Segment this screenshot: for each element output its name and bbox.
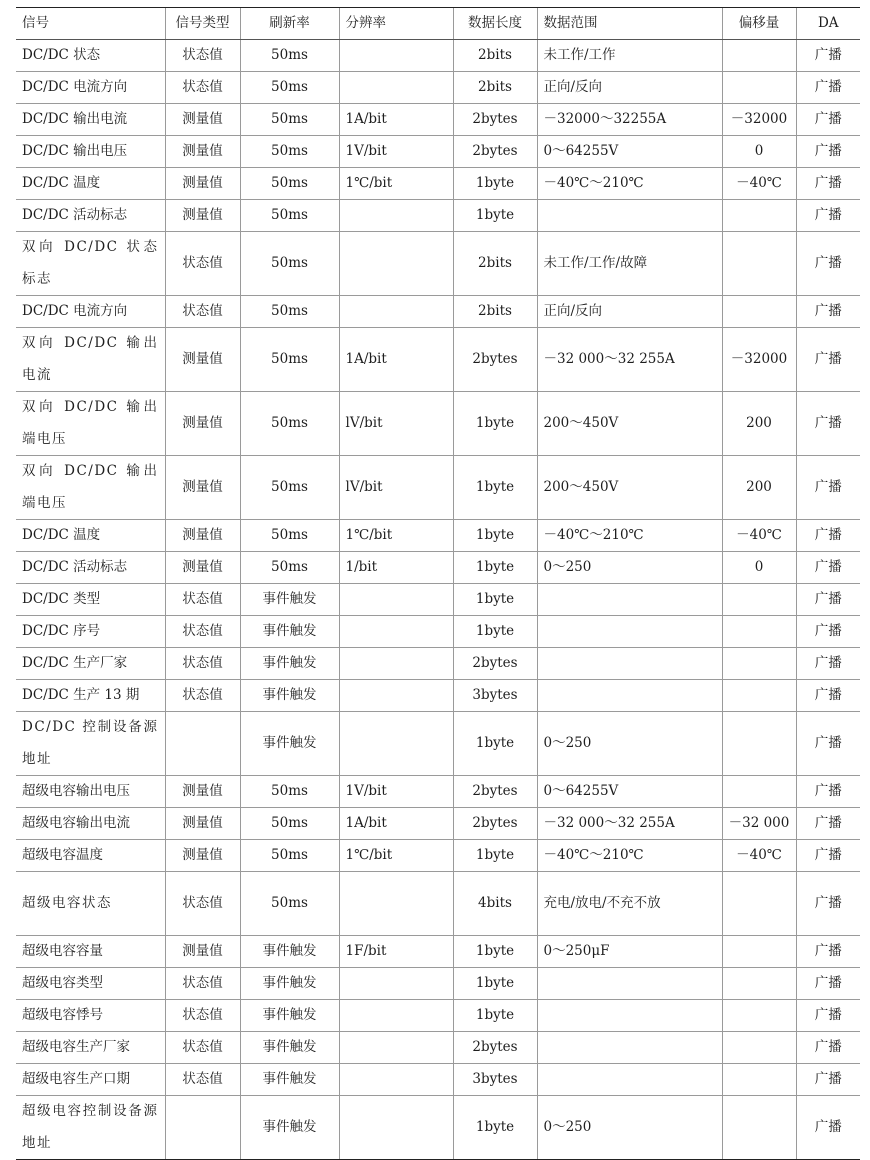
- cell-resolution: 1F/bit: [339, 936, 453, 968]
- cell-range: 200～450V: [537, 456, 722, 520]
- cell-refresh: 事件触发: [240, 648, 339, 680]
- cell-da: 广播: [796, 936, 860, 968]
- cell-range: 0～250μF: [537, 936, 722, 968]
- cell-resolution: lV/bit: [339, 392, 453, 456]
- cell-range: [537, 680, 722, 712]
- cell-offset: [722, 1064, 796, 1096]
- col-header-resolution: 分辨率: [339, 8, 453, 40]
- cell-length: 3bytes: [453, 680, 537, 712]
- cell-length: 2bytes: [453, 136, 537, 168]
- cell-type: 状态值: [165, 584, 240, 616]
- cell-type: 测量值: [165, 552, 240, 584]
- cell-resolution: 1A/bit: [339, 328, 453, 392]
- cell-resolution: [339, 872, 453, 936]
- cell-da: 广播: [796, 584, 860, 616]
- cell-resolution: [339, 40, 453, 72]
- cell-resolution: [339, 1064, 453, 1096]
- cell-range: 0～64255V: [537, 136, 722, 168]
- cell-range: －40℃～210℃: [537, 168, 722, 200]
- cell-refresh: 事件触发: [240, 616, 339, 648]
- cell-resolution: [339, 616, 453, 648]
- cell-range: [537, 968, 722, 1000]
- signal-table: [16, 7, 860, 1160]
- cell-refresh: 50ms: [240, 136, 339, 168]
- cell-signal: 超级电容生产口期: [16, 1064, 165, 1096]
- table-row: [16, 968, 860, 1000]
- cell-type: 状态值: [165, 648, 240, 680]
- cell-refresh: 50ms: [240, 552, 339, 584]
- cell-range: 未工作/工作/故障: [537, 232, 722, 296]
- cell-resolution: [339, 232, 453, 296]
- cell-refresh: 50ms: [240, 200, 339, 232]
- cell-da: 广播: [796, 328, 860, 392]
- cell-refresh: 50ms: [240, 168, 339, 200]
- cell-signal: DC/DC 类型: [16, 584, 165, 616]
- cell-offset: －40℃: [722, 520, 796, 552]
- table-row: [16, 1032, 860, 1064]
- cell-range: [537, 1000, 722, 1032]
- cell-range: 充电/放电/不充不放: [537, 872, 722, 936]
- cell-da: 广播: [796, 72, 860, 104]
- cell-resolution: 1A/bit: [339, 808, 453, 840]
- cell-resolution: [339, 712, 453, 776]
- cell-type: 测量值: [165, 520, 240, 552]
- cell-length: 1byte: [453, 456, 537, 520]
- cell-signal: DC/DC 状态: [16, 40, 165, 72]
- col-header-offset: 偏移量: [722, 8, 796, 40]
- cell-refresh: 50ms: [240, 456, 339, 520]
- cell-resolution: lV/bit: [339, 456, 453, 520]
- cell-da: 广播: [796, 840, 860, 872]
- cell-offset: [722, 296, 796, 328]
- cell-type: 状态值: [165, 968, 240, 1000]
- cell-offset: －32 000: [722, 808, 796, 840]
- cell-da: 广播: [796, 40, 860, 72]
- table-row: [16, 40, 860, 72]
- table-row: [16, 520, 860, 552]
- cell-offset: [722, 648, 796, 680]
- cell-offset: [722, 1000, 796, 1032]
- cell-range: [537, 616, 722, 648]
- cell-type: 状态值: [165, 1064, 240, 1096]
- cell-da: 广播: [796, 552, 860, 584]
- cell-range: [537, 1032, 722, 1064]
- cell-refresh: 事件触发: [240, 712, 339, 776]
- cell-length: 2bits: [453, 232, 537, 296]
- cell-range: 0～250: [537, 552, 722, 584]
- cell-type: 测量值: [165, 136, 240, 168]
- cell-da: 广播: [796, 168, 860, 200]
- cell-type: 测量值: [165, 840, 240, 872]
- cell-signal: DC/DC 电流方向: [16, 296, 165, 328]
- cell-offset: [722, 680, 796, 712]
- cell-da: 广播: [796, 616, 860, 648]
- header-row: [16, 8, 860, 40]
- cell-length: 1byte: [453, 616, 537, 648]
- cell-type: 测量值: [165, 392, 240, 456]
- cell-offset: [722, 72, 796, 104]
- cell-resolution: [339, 680, 453, 712]
- col-header-refresh: 刷新率: [240, 8, 339, 40]
- cell-type: 状态值: [165, 296, 240, 328]
- cell-offset: 0: [722, 136, 796, 168]
- cell-signal: DC/DC 输出电流: [16, 104, 165, 136]
- cell-offset: 200: [722, 392, 796, 456]
- col-header-length: 数据长度: [453, 8, 537, 40]
- table-row: [16, 584, 860, 616]
- cell-resolution: [339, 648, 453, 680]
- cell-signal: DC/DC 电流方向: [16, 72, 165, 104]
- cell-type: 状态值: [165, 872, 240, 936]
- cell-resolution: [339, 1000, 453, 1032]
- cell-resolution: 1℃/bit: [339, 168, 453, 200]
- cell-length: 1byte: [453, 200, 537, 232]
- table-row: [16, 648, 860, 680]
- cell-offset: [722, 776, 796, 808]
- cell-da: 广播: [796, 1096, 860, 1160]
- cell-da: 广播: [796, 232, 860, 296]
- table-body: [16, 40, 860, 1160]
- cell-refresh: 事件触发: [240, 968, 339, 1000]
- cell-resolution: [339, 200, 453, 232]
- cell-type: 状态值: [165, 680, 240, 712]
- cell-refresh: 50ms: [240, 392, 339, 456]
- cell-da: 广播: [796, 1064, 860, 1096]
- cell-da: 广播: [796, 808, 860, 840]
- cell-signal: 双向 DC/DC 输出端电压: [16, 392, 165, 456]
- cell-type: 状态值: [165, 72, 240, 104]
- cell-length: 2bytes: [453, 1032, 537, 1064]
- table-row: [16, 1000, 860, 1032]
- table-row: [16, 936, 860, 968]
- table-row: [16, 872, 860, 936]
- table-row: [16, 552, 860, 584]
- cell-resolution: [339, 968, 453, 1000]
- table-row: [16, 776, 860, 808]
- cell-signal: DC/DC 输出电压: [16, 136, 165, 168]
- table-row: [16, 712, 860, 776]
- cell-offset: －32000: [722, 104, 796, 136]
- cell-type: 状态值: [165, 232, 240, 296]
- cell-signal: 双向 DC/DC 输出电流: [16, 328, 165, 392]
- table-row: [16, 104, 860, 136]
- cell-length: 2bytes: [453, 648, 537, 680]
- cell-type: 状态值: [165, 1032, 240, 1064]
- cell-resolution: [339, 72, 453, 104]
- cell-refresh: 事件触发: [240, 584, 339, 616]
- cell-da: 广播: [796, 392, 860, 456]
- cell-type: 测量值: [165, 776, 240, 808]
- table-row: [16, 328, 860, 392]
- cell-signal: 超级电容悸号: [16, 1000, 165, 1032]
- cell-da: 广播: [796, 456, 860, 520]
- cell-signal: DC/DC 温度: [16, 168, 165, 200]
- cell-range: 正向/反向: [537, 72, 722, 104]
- cell-length: 3bytes: [453, 1064, 537, 1096]
- cell-signal: 超级电容温度: [16, 840, 165, 872]
- cell-type: 测量值: [165, 200, 240, 232]
- cell-range: －32000～32255A: [537, 104, 722, 136]
- cell-da: 广播: [796, 776, 860, 808]
- cell-length: 1byte: [453, 552, 537, 584]
- cell-signal: 超级电容输出电压: [16, 776, 165, 808]
- cell-da: 广播: [796, 680, 860, 712]
- cell-length: 2bits: [453, 296, 537, 328]
- cell-length: 1byte: [453, 968, 537, 1000]
- table-row: [16, 136, 860, 168]
- cell-refresh: 50ms: [240, 328, 339, 392]
- cell-offset: [722, 1032, 796, 1064]
- cell-range: [537, 200, 722, 232]
- cell-type: [165, 712, 240, 776]
- cell-signal: 超级电容容量: [16, 936, 165, 968]
- col-header-range: 数据范围: [537, 8, 722, 40]
- cell-resolution: [339, 296, 453, 328]
- cell-offset: [722, 584, 796, 616]
- table-row: [16, 680, 860, 712]
- table-row: [16, 840, 860, 872]
- cell-refresh: 事件触发: [240, 1064, 339, 1096]
- cell-range: －32 000～32 255A: [537, 328, 722, 392]
- table-row: [16, 232, 860, 296]
- table-row: [16, 1096, 860, 1160]
- cell-refresh: 50ms: [240, 872, 339, 936]
- cell-offset: －32000: [722, 328, 796, 392]
- table-row: [16, 616, 860, 648]
- cell-signal: 超级电容生产厂家: [16, 1032, 165, 1064]
- cell-length: 2bytes: [453, 808, 537, 840]
- cell-refresh: 事件触发: [240, 1000, 339, 1032]
- col-header-type: 信号类型: [165, 8, 240, 40]
- cell-offset: －40℃: [722, 840, 796, 872]
- cell-da: 广播: [796, 1032, 860, 1064]
- cell-offset: [722, 232, 796, 296]
- cell-length: 2bytes: [453, 104, 537, 136]
- col-header-signal: 信号: [16, 8, 165, 40]
- cell-range: 200～450V: [537, 392, 722, 456]
- cell-range: [537, 648, 722, 680]
- cell-da: 广播: [796, 1000, 860, 1032]
- cell-resolution: 1/bit: [339, 552, 453, 584]
- cell-resolution: 1V/bit: [339, 136, 453, 168]
- cell-range: －40℃～210℃: [537, 520, 722, 552]
- cell-length: 1byte: [453, 936, 537, 968]
- cell-range: 未工作/工作: [537, 40, 722, 72]
- cell-refresh: 50ms: [240, 296, 339, 328]
- cell-type: 测量值: [165, 456, 240, 520]
- cell-refresh: 50ms: [240, 840, 339, 872]
- cell-type: 测量值: [165, 328, 240, 392]
- cell-range: 0～250: [537, 712, 722, 776]
- cell-da: 广播: [796, 136, 860, 168]
- cell-offset: [722, 40, 796, 72]
- cell-signal: 超级电容状态: [16, 872, 165, 936]
- cell-refresh: 事件触发: [240, 680, 339, 712]
- cell-offset: [722, 936, 796, 968]
- cell-signal: 超级电容类型: [16, 968, 165, 1000]
- cell-resolution: [339, 584, 453, 616]
- table-row: [16, 456, 860, 520]
- cell-refresh: 50ms: [240, 776, 339, 808]
- cell-refresh: 事件触发: [240, 936, 339, 968]
- cell-type: [165, 1096, 240, 1160]
- cell-resolution: 1℃/bit: [339, 840, 453, 872]
- col-header-da: DA: [796, 8, 860, 40]
- cell-da: 广播: [796, 296, 860, 328]
- cell-length: 1byte: [453, 584, 537, 616]
- cell-range: －32 000～32 255A: [537, 808, 722, 840]
- table-row: [16, 808, 860, 840]
- cell-length: 1byte: [453, 1096, 537, 1160]
- cell-signal: 超级电容输出电流: [16, 808, 165, 840]
- cell-signal: DC/DC 生产厂家: [16, 648, 165, 680]
- cell-offset: [722, 1096, 796, 1160]
- cell-range: [537, 1064, 722, 1096]
- cell-length: 2bytes: [453, 776, 537, 808]
- cell-da: 广播: [796, 648, 860, 680]
- cell-refresh: 50ms: [240, 40, 339, 72]
- cell-da: 广播: [796, 520, 860, 552]
- cell-offset: [722, 712, 796, 776]
- cell-refresh: 50ms: [240, 232, 339, 296]
- table-row: [16, 168, 860, 200]
- cell-offset: [722, 200, 796, 232]
- cell-range: 0～250: [537, 1096, 722, 1160]
- table-header: [16, 8, 860, 40]
- cell-resolution: 1℃/bit: [339, 520, 453, 552]
- cell-length: 2bits: [453, 40, 537, 72]
- cell-length: 1byte: [453, 840, 537, 872]
- cell-type: 测量值: [165, 104, 240, 136]
- cell-offset: [722, 616, 796, 648]
- cell-range: －40℃～210℃: [537, 840, 722, 872]
- cell-signal: DC/DC 活动标志: [16, 552, 165, 584]
- cell-resolution: 1A/bit: [339, 104, 453, 136]
- cell-refresh: 事件触发: [240, 1032, 339, 1064]
- cell-length: 1byte: [453, 520, 537, 552]
- cell-signal: 双向 DC/DC 状态标志: [16, 232, 165, 296]
- cell-range: 正向/反向: [537, 296, 722, 328]
- cell-da: 广播: [796, 712, 860, 776]
- cell-resolution: [339, 1096, 453, 1160]
- cell-type: 测量值: [165, 168, 240, 200]
- cell-type: 测量值: [165, 936, 240, 968]
- cell-signal: DC/DC 生产 13 期: [16, 680, 165, 712]
- cell-length: 1byte: [453, 1000, 537, 1032]
- table-row: [16, 200, 860, 232]
- table-row: [16, 296, 860, 328]
- cell-type: 测量值: [165, 808, 240, 840]
- cell-length: 1byte: [453, 168, 537, 200]
- cell-length: 2bits: [453, 72, 537, 104]
- cell-offset: －40℃: [722, 168, 796, 200]
- cell-resolution: 1V/bit: [339, 776, 453, 808]
- cell-offset: 200: [722, 456, 796, 520]
- cell-type: 状态值: [165, 1000, 240, 1032]
- cell-signal: DC/DC 温度: [16, 520, 165, 552]
- cell-signal: DC/DC 控制设备源地址: [16, 712, 165, 776]
- cell-range: [537, 584, 722, 616]
- cell-refresh: 50ms: [240, 72, 339, 104]
- cell-length: 1byte: [453, 712, 537, 776]
- cell-refresh: 50ms: [240, 520, 339, 552]
- cell-refresh: 50ms: [240, 808, 339, 840]
- cell-range: 0～64255V: [537, 776, 722, 808]
- cell-signal: 超级电容控制设备源地址: [16, 1096, 165, 1160]
- table-row: [16, 1064, 860, 1096]
- cell-length: 4bits: [453, 872, 537, 936]
- cell-length: 1byte: [453, 392, 537, 456]
- table-row: [16, 392, 860, 456]
- cell-offset: 0: [722, 552, 796, 584]
- cell-signal: 双向 DC/DC 输出端电压: [16, 456, 165, 520]
- cell-offset: [722, 872, 796, 936]
- cell-refresh: 50ms: [240, 104, 339, 136]
- cell-da: 广播: [796, 968, 860, 1000]
- table-row: [16, 72, 860, 104]
- cell-type: 状态值: [165, 40, 240, 72]
- cell-da: 广播: [796, 200, 860, 232]
- cell-resolution: [339, 1032, 453, 1064]
- cell-refresh: 事件触发: [240, 1096, 339, 1160]
- cell-offset: [722, 968, 796, 1000]
- cell-type: 状态值: [165, 616, 240, 648]
- cell-da: 广播: [796, 872, 860, 936]
- cell-signal: DC/DC 活动标志: [16, 200, 165, 232]
- cell-signal: DC/DC 序号: [16, 616, 165, 648]
- cell-da: 广播: [796, 104, 860, 136]
- cell-length: 2bytes: [453, 328, 537, 392]
